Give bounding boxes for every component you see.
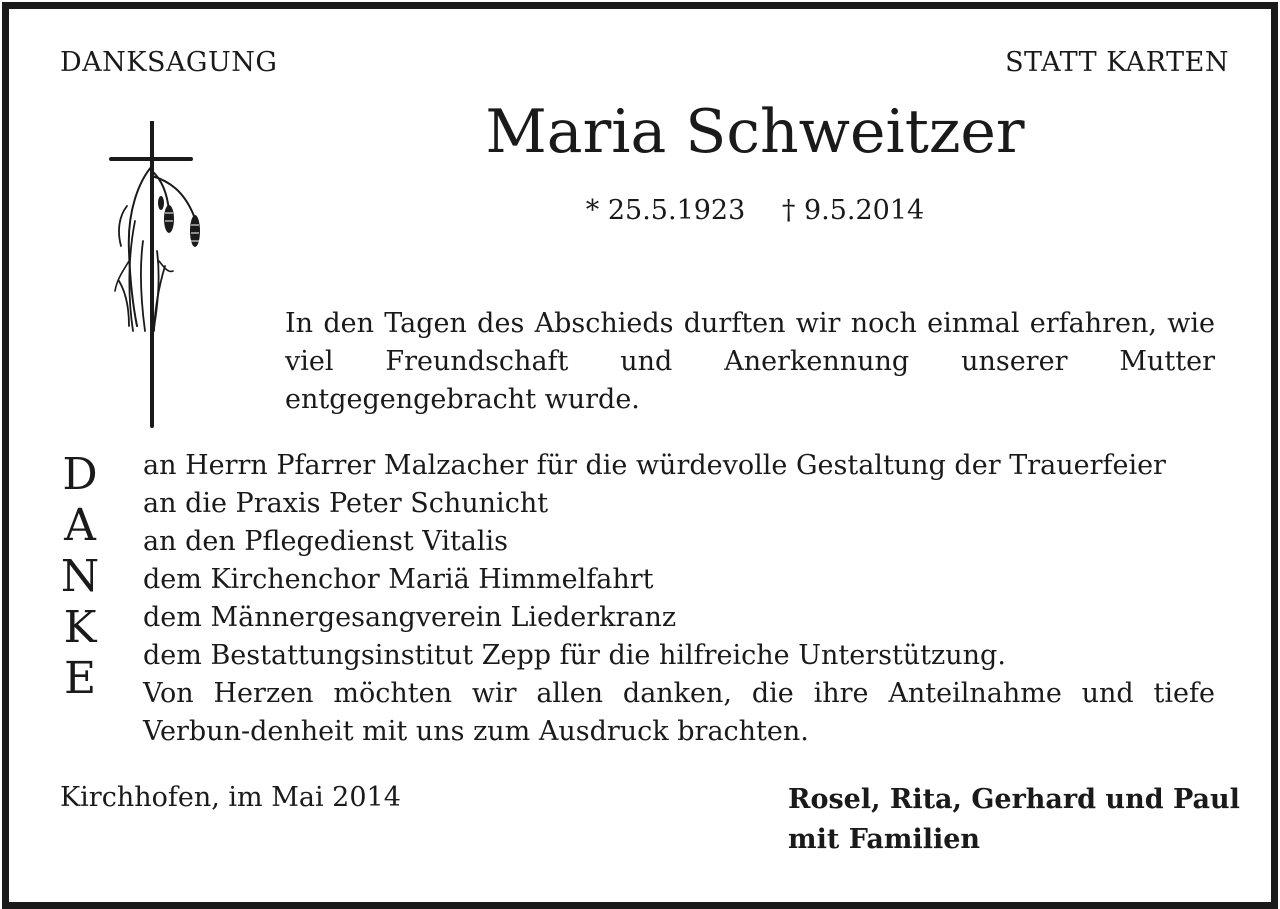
- signers: [788, 780, 1240, 860]
- place-and-date: Kirchhofen, im Mai 2014: [60, 782, 401, 813]
- danke-vertical-word: [55, 449, 105, 704]
- obituary-card: [2, 2, 1278, 909]
- header-statt-karten: STATT KARTEN: [1005, 47, 1229, 78]
- signers-names: Rosel, Rita, Gerhard und Paul: [788, 784, 1240, 815]
- thanks-list: [143, 447, 1215, 675]
- life-dates: [9, 195, 1271, 226]
- thanks-item: dem Männergesangverein Liederkranz: [143, 602, 677, 633]
- thanks-item: dem Kirchenchor Mariä Himmelfahrt: [143, 564, 654, 595]
- danke-letter: E: [63, 653, 97, 704]
- deceased-name: Maria Schweitzer: [485, 97, 1025, 167]
- danke-letter: D: [62, 449, 98, 500]
- closing-paragraph: Von Herzen möchten wir allen danken, die ihre Anteilnahme und tiefe Verbun-denheit mit uns zum Ausdruck brachten.: [143, 678, 1215, 747]
- danke-letter: K: [63, 602, 97, 653]
- death-date: † 9.5.2014: [781, 195, 925, 226]
- thanks-item: an die Praxis Peter Schunicht: [143, 488, 549, 519]
- intro-paragraph: In den Tagen des Abschieds durften wir noch einmal erfahren, wie viel Freundschaft und Anerkennung unserer Mutter entgegengebracht wurde.: [285, 308, 1215, 415]
- danke-letter: A: [64, 500, 96, 551]
- birth-date: * 25.5.1923: [585, 195, 746, 226]
- thanks-item: dem Bestattungsinstitut Zepp für die hilfreiche Unterstützung.: [143, 640, 1006, 671]
- danke-letter: N: [60, 551, 100, 602]
- signers-families: mit Familien: [788, 824, 981, 855]
- cross-with-wheat-icon: [99, 121, 209, 431]
- header-danksagung: DANKSAGUNG: [60, 47, 278, 78]
- thanks-item: an den Pflegedienst Vitalis: [143, 526, 509, 557]
- thanks-item: an Herrn Pfarrer Malzacher für die würdevolle Gestaltung der Trauerfeier: [143, 450, 1166, 481]
